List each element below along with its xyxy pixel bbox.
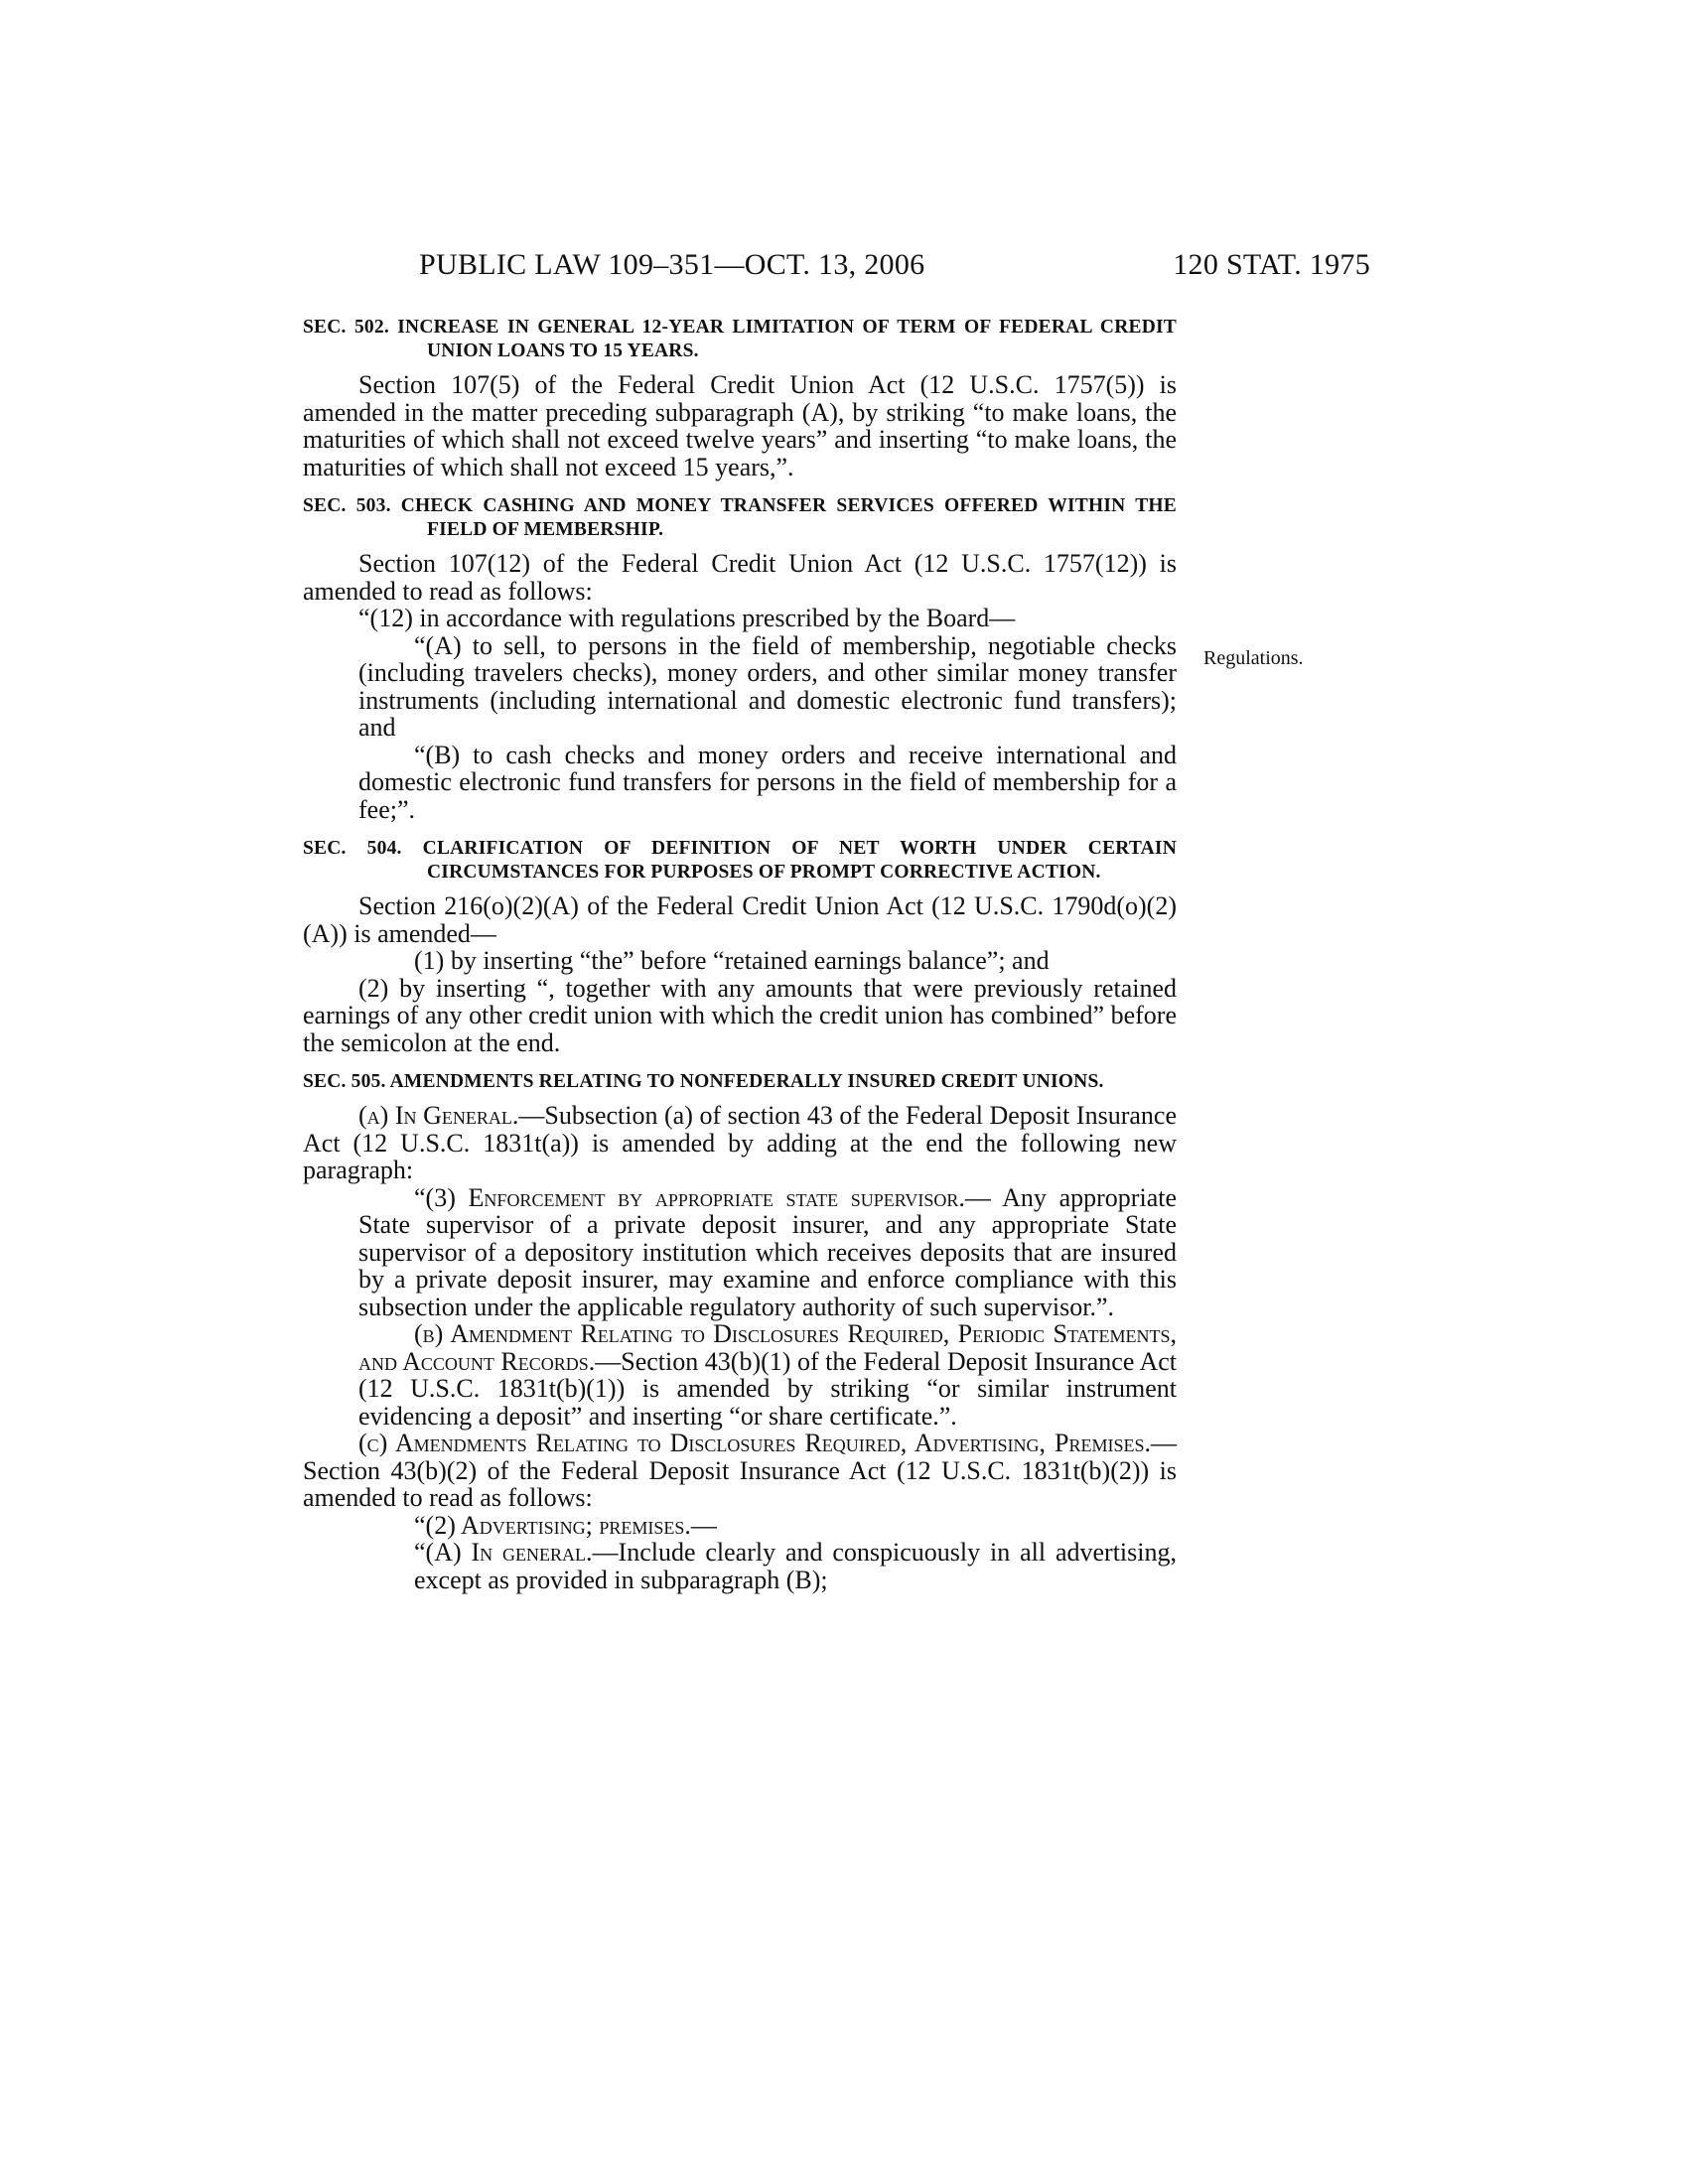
sec-505-subsection-b-label: (b) Amendment Relating to Disclosures Required, Periodic Statements, and Account Records. xyxy=(358,1319,1177,1376)
sec-505-subsection-a-label: (a) In General. xyxy=(358,1101,519,1130)
sec-504-heading: SEC. 504. CLARIFICATION OF DEFINITION OF NET WORTH UNDER CERTAIN CIRCUMSTANCES FOR PURPOSES OF PROMPT CORRECTIVE ACTION. xyxy=(303,838,1177,883)
sec-505-paragraph-3-text: — Any appropriate State supervisor of a private deposit insurer, and any appropriate State supervisor of a depository institution which receives deposits that are insured by a private deposit insurer, may examine and enforce compliance with this subsection under the applicable regulatory authority of such supervisor.”. xyxy=(358,1182,1177,1321)
sec-505-paragraph-2-text: — xyxy=(690,1510,717,1540)
sec-505-subsection-b-text: —Section 43(b)(1) of the Federal Deposit Insurance Act (12 U.S.C. 1831t(b)(1)) is amended by striking “or similar instrument evidencing a deposit” and inserting “or share certificate.”. xyxy=(358,1346,1178,1431)
sec-503-paragraph-1: Section 107(12) of the Federal Credit Union Act (12 U.S.C. 1757(12)) is amended to read as follows: xyxy=(303,549,1177,606)
sec-505-subsection-c-text: —Section 43(b)(2) of the Federal Deposit Insurance Act (12 U.S.C. 1831t(b)(2)) is amended to read as follows: xyxy=(303,1429,1177,1512)
sec-505-subparagraph-a-text: —Include clearly and conspicuously in all advertising, except as provided in subparagraph (B); xyxy=(414,1538,1177,1594)
sec-503-subparagraph-b-wrap xyxy=(358,742,1177,824)
sec-505-paragraph-3 xyxy=(303,1184,1177,1321)
sec-505-paragraph-2-label: “(2) Advertising; premises. xyxy=(414,1510,691,1540)
sec-504-item-2: (2) by inserting “, together with any amounts that were previously retained earnings of any other credit union with which the credit union has combined” before the semicolon at the end. xyxy=(303,973,1177,1057)
margin-note-regulations: Regulations. xyxy=(1203,647,1304,669)
sec-504-item-1: (1) by inserting “the” before “retained earnings balance”; and xyxy=(414,946,1050,975)
sec-505-subsection-b xyxy=(303,1320,1177,1430)
sec-505-heading: SEC. 505. AMENDMENTS RELATING TO NONFEDERALLY INSURED CREDIT UNIONS. xyxy=(303,1071,1104,1092)
sec-503-subparagraph-a-wrap xyxy=(358,632,1177,742)
sec-503-paragraph-12 xyxy=(247,605,1177,632)
running-header xyxy=(419,248,1370,288)
sec-505-subsection-a xyxy=(303,1102,1177,1184)
sec-505-paragraph-3-label: “(3) Enforcement by appropriate state supervisor. xyxy=(414,1182,965,1212)
sec-504-paragraph-1: Section 216(o)(2)(A) of the Federal Credit Union Act (12 U.S.C. 1790d(o)(2)(A)) is amended— xyxy=(303,891,1177,948)
sec-505-subparagraph-a xyxy=(303,1539,1177,1593)
sec-503-paragraph-12-text: “(12) in accordance with regulations prescribed by the Board— xyxy=(358,604,1016,632)
running-header-title: PUBLIC LAW 109–351—OCT. 13, 2006 xyxy=(419,248,925,281)
sec-503-subparagraph-b: “(B) to cash checks and money orders and receive international and domestic electronic fund transfers for persons in the field of membership for a fee;”. xyxy=(358,740,1177,824)
sec-505-subparagraph-a-label: “(A) In general. xyxy=(414,1538,593,1567)
sec-503-heading: SEC. 503. CHECK CASHING AND MONEY TRANSFER SERVICES OFFERED WITHIN THE FIELD OF MEMBERSHIP. xyxy=(303,495,1177,540)
sec-502-heading: SEC. 502. INCREASE IN GENERAL 12-YEAR LIMITATION OF TERM OF FEDERAL CREDIT UNION LOANS TO 15 YEARS. xyxy=(303,317,1177,361)
sec-505-subsection-a-text: —Subsection (a) of section 43 of the Federal Deposit Insurance Act (12 U.S.C. 1831t(a)) is amended by adding at the end the following new paragraph: xyxy=(303,1101,1177,1184)
sec-504-item-2-wrap xyxy=(303,975,1177,1057)
sec-505-subsection-c-label: (c) Amendments Relating to Disclosures Required, Advertising, Premises. xyxy=(358,1429,1151,1457)
sec-503-subparagraph-a: “(A) to sell, to persons in the field of membership, negotiable checks (including travelers checks), money orders, and other similar money transfer instruments (including international and domestic electronic fund transfers); and xyxy=(358,630,1177,742)
sec-502-paragraph: Section 107(5) of the Federal Credit Union Act (12 U.S.C. 1757(5)) is amended in the matter preceding subparagraph (A), by striking “to make loans, the maturities of which shall not exceed twelve years” and inserting “to make loans, the maturities of which shall not exceed 15 years,”. xyxy=(303,370,1177,481)
document-body xyxy=(303,316,1177,1593)
sec-505-subsection-c xyxy=(303,1430,1177,1512)
sec-505-paragraph-2 xyxy=(303,1512,1177,1540)
statute-page-number: 120 STAT. 1975 xyxy=(1173,248,1370,281)
sec-504-item-1-wrap xyxy=(358,947,1177,975)
